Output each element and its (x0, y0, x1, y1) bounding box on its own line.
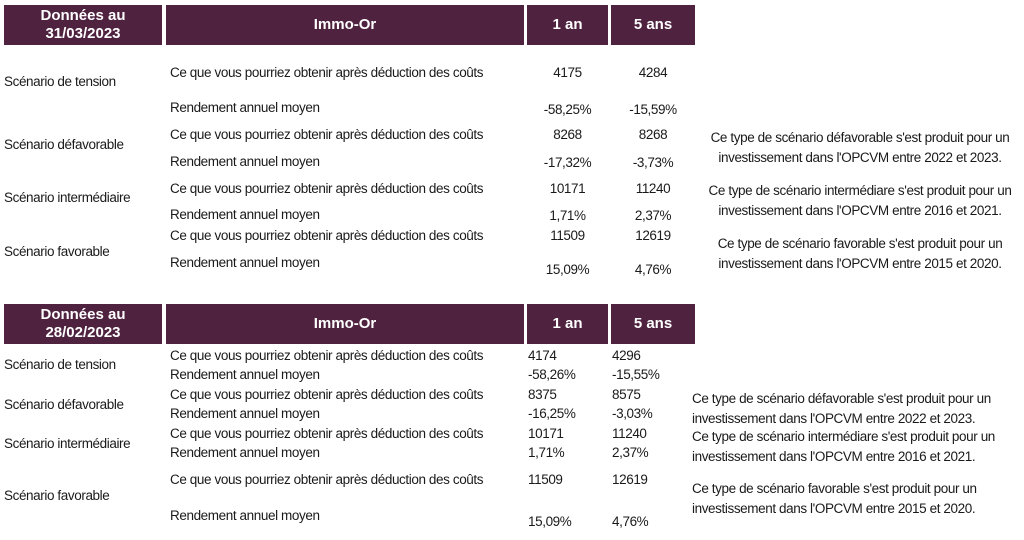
header-date-cell (4, 304, 162, 344)
cost-1y-value: 11509 (528, 472, 563, 487)
yield-1y-value: -58,26% (528, 367, 576, 382)
yield-1y-value: 15,09% (528, 514, 572, 529)
header-1y-label: 1 an (552, 315, 583, 332)
note-line: Ce type de scénario favorable s'est produit pour un (692, 481, 977, 496)
header-1y-label: 1 an (552, 16, 583, 33)
cost-1y-value: 4174 (528, 348, 557, 363)
cost-label: Ce que vous pourriez obtenir après déduction des coûts (170, 228, 484, 243)
cost-1y-value: 8268 (553, 127, 582, 142)
header-5y-cell (611, 304, 695, 344)
cost-label: Ce que vous pourriez obtenir après déduction des coûts (170, 387, 484, 402)
yield-5y-value: -3,73% (632, 155, 674, 170)
note-line: Ce type de scénario intermédiare s'est produit pour un (692, 429, 995, 444)
note-line: investissement dans l'OPCVM entre 2016 et 2021. (692, 449, 976, 464)
scenario-note (692, 427, 1017, 467)
scenario-label: Scénario favorable (4, 244, 110, 259)
scenario-label: Scénario de tension (4, 74, 116, 89)
cost-5y-value: 4296 (612, 348, 641, 363)
note-line: investissement dans l'OPCVM entre 2022 et 2023. (718, 150, 1002, 165)
yield-1y-value: -16,25% (528, 406, 576, 421)
note-line: investissement dans l'OPCVM entre 2015 et 2020. (692, 501, 976, 516)
yield-5y-value: -3,03% (612, 406, 653, 421)
cost-5y-value: 4284 (638, 65, 668, 80)
scenario-label: Scénario défavorable (4, 397, 124, 412)
cost-5y-value: 12619 (612, 472, 648, 487)
scenario-label: Scénario favorable (4, 488, 110, 503)
yield-5y-value: 2,37% (634, 208, 672, 223)
note-line: investissement dans l'OPCVM entre 2016 et 2021. (718, 203, 1002, 218)
cost-label: Ce que vous pourriez obtenir après déduction des coûts (170, 426, 484, 441)
scenario-note (692, 479, 1017, 519)
cost-label: Ce que vous pourriez obtenir après déduction des coûts (170, 181, 484, 196)
cost-label: Ce que vous pourriez obtenir après déduction des coûts (170, 65, 484, 80)
header-date-label: Données au 28/02/2023 (40, 306, 126, 341)
scenario-note (692, 389, 1017, 429)
header-1y-cell (527, 304, 608, 344)
cost-5y-value: 11240 (612, 426, 647, 441)
cost-label: Ce que vous pourriez obtenir après déduction des coûts (170, 348, 484, 363)
cost-5y-value: 12619 (635, 228, 671, 243)
yield-1y-value: 15,09% (545, 262, 590, 277)
note-line: investissement dans l'OPCVM entre 2022 et 2023. (692, 411, 976, 426)
note-line: Ce type de scénario défavorable s'est produit pour un (692, 391, 991, 406)
note-line: investissement dans l'OPCVM entre 2015 et 2020. (718, 256, 1002, 271)
cost-5y-value: 8268 (638, 127, 668, 142)
scenario-label: Scénario de tension (4, 357, 116, 372)
header-product-cell (166, 304, 524, 344)
yield-5y-value: -15,55% (612, 367, 660, 382)
cost-1y-value: 10171 (549, 181, 586, 196)
scenario-label: Scénario intermédiaire (4, 190, 131, 205)
note-line: Ce type de scénario favorable s'est produit pour un (717, 236, 1003, 251)
yield-label: Rendement annuel moyen (170, 207, 320, 222)
yield-label: Rendement annuel moyen (170, 255, 320, 270)
header-5y-label: 5 ans (633, 16, 673, 33)
yield-label: Rendement annuel moyen (170, 406, 320, 421)
header-1y-cell (527, 5, 608, 45)
scenario-label: Scénario intermédiaire (4, 436, 131, 451)
yield-5y-value: -15,59% (629, 102, 677, 117)
note-line: Ce type de scénario intermédiare s'est produit pour un (708, 183, 1012, 198)
cost-label: Ce que vous pourriez obtenir après déduction des coûts (170, 472, 484, 487)
scenario-note (700, 234, 1020, 274)
header-product-label: Immo-Or (313, 16, 377, 33)
cost-1y-value: 11509 (550, 228, 585, 243)
yield-1y-value: -58,25% (543, 102, 592, 117)
yield-5y-value: 2,37% (612, 445, 649, 460)
cost-1y-value: 10171 (528, 426, 564, 441)
note-line: Ce type de scénario défavorable s'est produit pour un (710, 130, 1010, 145)
yield-label: Rendement annuel moyen (170, 508, 320, 523)
yield-5y-value: 4,76% (612, 514, 649, 529)
cost-label: Ce que vous pourriez obtenir après déduction des coûts (170, 127, 484, 142)
yield-1y-value: 1,71% (528, 445, 565, 460)
scenario-note (700, 181, 1020, 221)
scenario-label: Scénario défavorable (4, 137, 124, 152)
scenario-note (700, 128, 1020, 168)
yield-label: Rendement annuel moyen (170, 445, 320, 460)
yield-1y-value: -17,32% (543, 155, 592, 170)
cost-1y-value: 8375 (528, 387, 557, 402)
header-date-label: Données au 31/03/2023 (40, 7, 126, 42)
yield-label: Rendement annuel moyen (170, 100, 320, 115)
yield-5y-value: 4,76% (634, 262, 672, 277)
yield-label: Rendement annuel moyen (170, 154, 320, 169)
header-product-label: Immo-Or (313, 315, 377, 332)
cost-5y-value: 11240 (635, 181, 671, 196)
header-date-cell (4, 5, 162, 45)
cost-5y-value: 8575 (612, 387, 641, 402)
yield-label: Rendement annuel moyen (170, 367, 320, 382)
cost-1y-value: 4175 (553, 65, 582, 80)
header-5y-label: 5 ans (633, 315, 673, 332)
header-5y-cell (611, 5, 695, 45)
header-product-cell (166, 5, 524, 45)
yield-1y-value: 1,71% (549, 208, 586, 223)
